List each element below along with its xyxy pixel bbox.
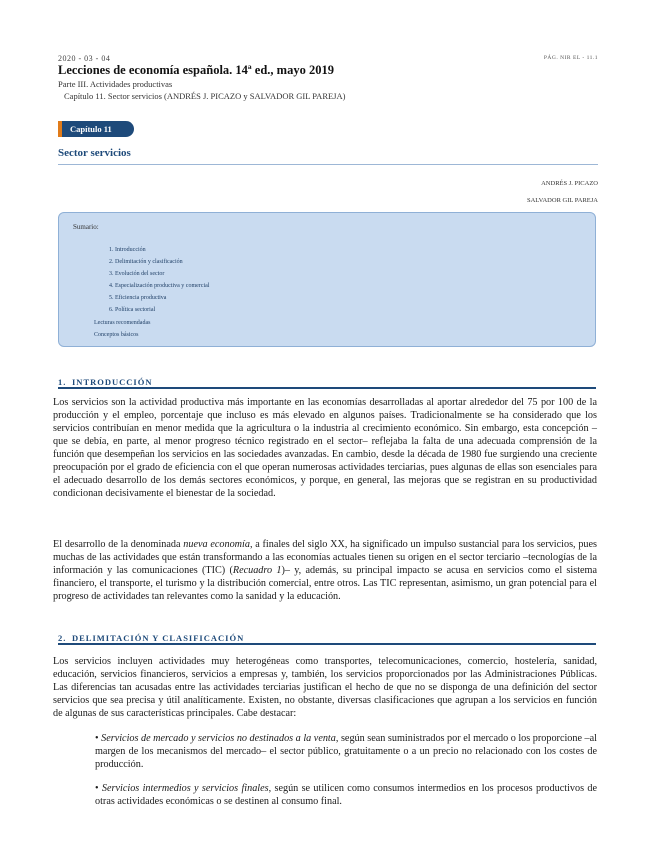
chapter-divider (58, 164, 598, 165)
paragraph-3: Los servicios incluyen actividades muy heterogéneas como transportes, telecomunicaciones, comercio, hostelería, sanidad, educación, servicios financieros, servicios a empresas y, también, los servicios proporcionados por las Administraciones Públicas. Las diferencias tan acusadas entre las actividades terciarias justifican el hecho de que no se disponga de una definición del sector servicios que sea precisa y útil analíticamente. Existen, no obstante, diversas clasificaciones que agrupan a los servicios en función de algunas de sus características principales. Cabe destacar: (53, 656, 597, 719)
toc-item-introduccion[interactable]: 1. Introducción (109, 247, 146, 253)
book-title: Lecciones de economía española. 14ª ed., mayo 2019 (58, 63, 334, 77)
part-line: Parte III. Actividades productivas (58, 79, 173, 89)
chapter-badge: Capítulo 11 (58, 121, 134, 137)
paragraph-1: Los servicios son la actividad productiva más importante en las economías desarrolladas al aportar alrededor del 75 por 100 de la producción y el empleo, porcentaje que incluso es más elevado en algunos países. Tradicionalmente se ha considerado que los servicios contribuían en menor medida que la agricultura o la industria al crecimiento económico. Sin embargo, esta concepción –que se debía, en parte, al menor progreso técnico registrado en el sector– reflejaba la falta de una adecuada comprensión de la función que desempeñan los servicios en las sociedades avanzadas. En cambio, desde la década de 1980 fue surgiendo una creciente preocupación por el grado de eficiencia con el que operan numerosas actividades terciarias, pues algunas de ellas son esenciales para el adecuado desarrollo de los demás sectores económicos, y porque, en general, las mejoras que se registran en su productividad condicionan decisivamente el bienestar de la sociedad. (53, 397, 597, 499)
chapter-line: Capítulo 11. Sector servicios (ANDRÉS J. PICAZO y SALVADOR GIL PAREJA) (64, 91, 346, 101)
toc-item-evolucion[interactable]: 3. Evolución del sector (109, 271, 165, 277)
paragraph-2-text-a: El desarrollo de la denominada (53, 539, 184, 550)
date: 2020 - 03 - 04 (58, 54, 111, 63)
chapter-title: Sector servicios (58, 147, 131, 159)
author-1: ANDRÉS J. PICAZO (541, 180, 598, 187)
bullet-item-1 (95, 732, 597, 771)
toc-item-eficiencia[interactable]: 5. Eficiencia productiva (109, 295, 167, 301)
section-title: DELIMITACIÓN Y CLASIFICACIÓN (72, 633, 245, 643)
section-heading-2 (58, 633, 596, 645)
bullet-text-2: , según se utilicen como consumos intermedios en los procesos productivos de otras actividades económicas o se destinen al consumo final. (95, 783, 597, 807)
bullet-marker: • (95, 733, 99, 744)
summary-box (58, 212, 596, 347)
toc-item-especializacion[interactable]: 4. Especialización productiva y comercial (109, 283, 210, 289)
bullet-item-2 (95, 782, 597, 808)
bullet-text-1: , según sean suministrados por el mercado o los proporcione –al margen de los mecanismos del mercado– el sector público, gratuitamente o a un precio no relacionado con los costes de producción. (95, 733, 597, 770)
toc-item-conceptos[interactable]: Conceptos básicos (94, 332, 139, 338)
toc-item-lecturas[interactable]: Lecturas recomendadas (94, 320, 151, 326)
paragraph-2-text-b: , a finales del siglo XX, ha significado un impulso sustancial para los servicios, pues muchas de las actividades que están transformando a las economías actuales tienen su origen en el sector terciario –tecnologías de la información y las comunicaciones (TIC) ( (53, 539, 598, 576)
paragraph-2-text-c: )– y, además, su principal impacto se acusa en servicios como el sistema financiero, el transporte, el turismo y la distribución comercial, entre otros. Las TIC representan, asimismo, un gran potencial para el progreso de actividades tan relevantes como la sanidad y la educación. (53, 565, 597, 602)
summary-title: Sumario: (73, 223, 99, 231)
bullet-term-1: Servicios de mercado y servicios no destinados a la venta (101, 733, 336, 744)
section-title: INTRODUCCIÓN (72, 377, 153, 387)
section-number: 2. (58, 633, 67, 643)
section-number: 1. (58, 377, 67, 387)
toc-item-delimitacion[interactable]: 2. Delimitación y clasificación (109, 259, 183, 265)
bullet-marker: • (95, 783, 99, 794)
author-2: SALVADOR GIL PAREJA (526, 197, 598, 204)
recuadro-link[interactable]: Recuadro 1 (232, 565, 282, 576)
page-code: PÁG. NIR EL - 11.1 (543, 55, 598, 61)
bullet-term-2: Servicios intermedios y servicios finales (101, 783, 269, 794)
paragraph-2 (53, 538, 597, 603)
term-nueva-economia: nueva economía (183, 539, 250, 550)
toc-item-politica[interactable]: 6. Política sectorial (109, 307, 156, 313)
section-heading-1 (58, 377, 596, 389)
